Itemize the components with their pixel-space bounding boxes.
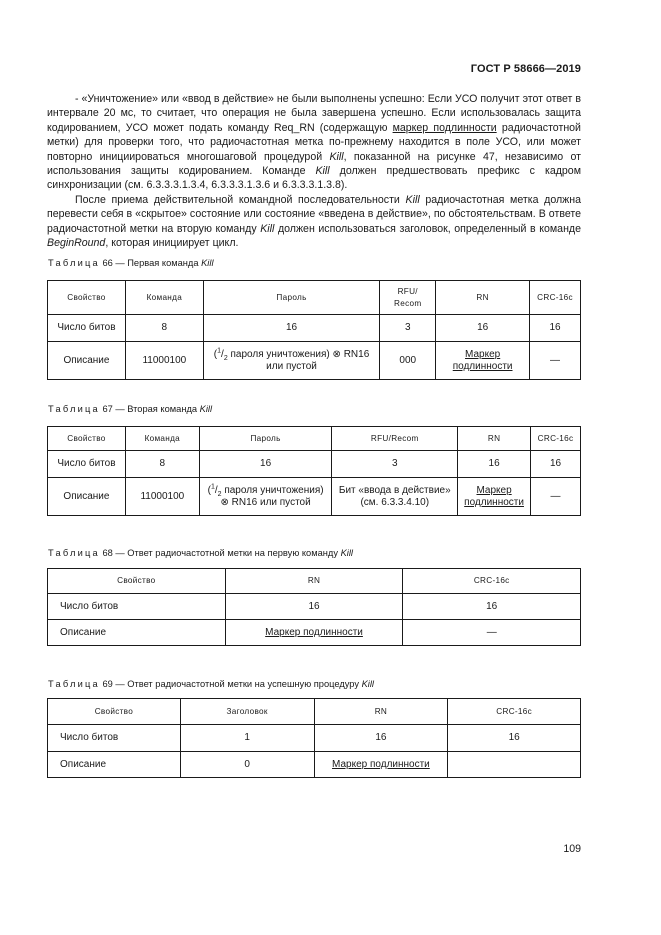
header-cell: RN [314, 699, 448, 725]
table-cell: 3 [332, 451, 458, 478]
header-cell: RFU/ Recom [380, 281, 436, 315]
table-cell: 3 [380, 315, 436, 342]
paragraph-2: После приема действительной командной последовательности Kill радиочастотная метка должна перевести себя в «скрытое» состояние или состояние «введена в действие», по обстоятельствам. В ответе радиочастотной метки на вторую команду Kill должен использоваться заголовок, определенный в команде BeginRound, которая инициирует цикл. [47, 193, 582, 250]
table-cell: 11000100 [125, 478, 199, 516]
page-number: 109 [563, 843, 581, 855]
table-cell: — [403, 620, 581, 646]
header-cell: Пароль [203, 281, 380, 315]
table-cell: Число битов [48, 451, 126, 478]
header-cell: Свойство [48, 427, 126, 451]
table-cell: 16 [458, 451, 531, 478]
table-cell: 16 [436, 315, 530, 342]
table-cell: 16 [403, 594, 581, 620]
header-cell: CRC-16c [448, 699, 581, 725]
table-row [48, 725, 581, 752]
table-cell: 000 [380, 342, 436, 380]
table-cell: Бит «ввода в действие» (см. 6.3.3.4.10) [332, 478, 458, 516]
table-row [48, 315, 581, 342]
table-caption: Таблица 68 — Ответ радиочастотной метки на первую команду Kill [48, 548, 353, 558]
table-67 [47, 426, 581, 516]
table-cell: 8 [125, 451, 199, 478]
document-header: ГОСТ Р 58666—2019 [470, 63, 581, 75]
table-68 [47, 568, 581, 646]
header-cell: Команда [125, 427, 199, 451]
table-cell: Описание [48, 478, 126, 516]
table-caption: Таблица 66 — Первая команда Kill [48, 258, 214, 268]
table-cell: 8 [125, 315, 203, 342]
table-header-row [48, 699, 581, 725]
table-cell: 16 [530, 315, 581, 342]
header-cell: CRC-16c [531, 427, 581, 451]
table-row [48, 594, 581, 620]
table-caption: Таблица 67 — Вторая команда Kill [48, 404, 213, 414]
table-cell: 11000100 [125, 342, 203, 380]
table-row [48, 620, 581, 646]
table-cell: Описание [48, 342, 126, 380]
table-cell: Маркер подлинности [225, 620, 403, 646]
table-cell: 16 [531, 451, 581, 478]
table-header-row [48, 281, 581, 315]
header-cell: RN [436, 281, 530, 315]
table-cell [448, 752, 581, 778]
header-cell: RN [225, 569, 403, 594]
table-cell: 0 [180, 752, 314, 778]
body-text [47, 92, 581, 250]
table-row [48, 451, 581, 478]
table-cell: 1 [180, 725, 314, 752]
header-cell: Свойство [48, 699, 181, 725]
header-cell: RN [458, 427, 531, 451]
header-cell: CRC-16c [530, 281, 581, 315]
table-cell: Число битов [48, 725, 181, 752]
header-cell: CRC-16c [403, 569, 581, 594]
table-cell: — [530, 342, 581, 380]
table-cell: 16 [225, 594, 403, 620]
table-cell: Число битов [48, 594, 226, 620]
header-cell: Свойство [48, 569, 226, 594]
table-69 [47, 698, 581, 778]
header-cell: Заголовок [180, 699, 314, 725]
paragraph-1: - «Уничтожение» или «ввод в действие» не были выполнены успешно: Если УСО получит этот ответ в интервале 20 мс, то считает, что операция не была завершена успешно. Если использовалась защита кодированием, УСО может подать команду Req_RN (содержащую маркер подлинности радиочастотной метки) для проверки того, что радиочастотная метка по-прежнему находится в поле УСО, или может повторно инициироваться многошаговой процедурой Kill, показанной на рисунке 47, независимо от использования защиты кодированием. Команде Kill должен предшествовать префикс с кадром синхронизации (см. 6.3.3.3.1.3.4, 6.3.3.3.1.3.6 и 6.3.3.3.1.3.8). [47, 93, 582, 192]
table-cell: 16 [203, 315, 380, 342]
header-cell: Команда [125, 281, 203, 315]
header-cell: Свойство [48, 281, 126, 315]
table-cell: ($^1/_2$ пароля уничтожения) ⊗ RN16 или пустой [203, 342, 380, 380]
table-cell: Число битов [48, 315, 126, 342]
table-cell: — [531, 478, 581, 516]
table-cell: ($^1/_2$ пароля уничтожения) ⊗ RN16 или пустой [199, 478, 332, 516]
table-row [48, 752, 581, 778]
table-66 [47, 280, 581, 380]
table-cell: Описание [48, 752, 181, 778]
header-cell: Пароль [199, 427, 332, 451]
table-header-row [48, 569, 581, 594]
table-cell: Маркер подлинности [458, 478, 531, 516]
table-row [48, 478, 581, 516]
table-cell: Маркер подлинности [436, 342, 530, 380]
table-cell: Описание [48, 620, 226, 646]
header-cell: RFU/Recom [332, 427, 458, 451]
table-cell: Маркер подлинности [314, 752, 448, 778]
table-cell: 16 [199, 451, 332, 478]
table-caption: Таблица 69 — Ответ радиочастотной метки на успешную процедуру Kill [48, 679, 374, 689]
table-header-row [48, 427, 581, 451]
table-row [48, 342, 581, 380]
table-cell: 16 [314, 725, 448, 752]
table-cell: 16 [448, 725, 581, 752]
